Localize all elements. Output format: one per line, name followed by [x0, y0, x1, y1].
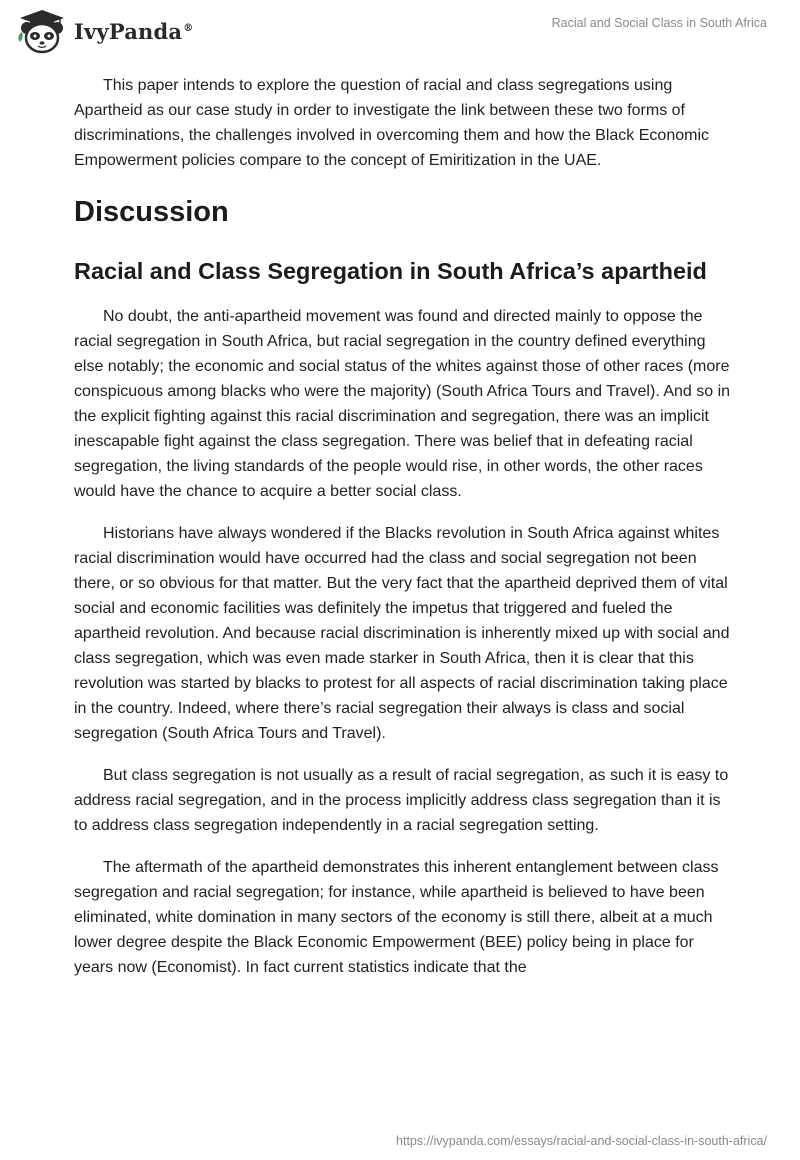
brand-text: IvyPanda: [74, 18, 183, 44]
body-paragraph: The aftermath of the apartheid demonstrates this inherent entanglement between class segregation and racial segregation; for instance, while apartheid is believed to have been eliminated, white domination in many sectors of the economy is still there, albeit at a much lower degree despite the Black Economic Empowerment (BEE) policy being in place for years now (Economist). In fact current statistics indicate that the: [74, 859, 719, 976]
body-paragraph: But class segregation is not usually as a result of racial segregation, as such it is easy to address racial segregation, and in the process implicitly address class segregation than it is to address class segregation independently in a racial segregation setting.: [74, 767, 729, 834]
running-title: Racial and Social Class in South Africa: [551, 16, 767, 30]
intro-paragraph: This paper intends to explore the question of racial and class segregations using Apartheid as our case study in order to investigate the link between these two forms of discriminations, the challenges involved in overcoming them and how the Black Economic Empowerment policies compare to the concept of Emiritization in the UAE.: [74, 77, 709, 169]
subsection-heading: Racial and Class Segregation in South Africa’s apartheid: [74, 258, 707, 284]
panda-graduate-logo-icon: [14, 8, 70, 54]
body-paragraph: No doubt, the anti-apartheid movement was found and directed mainly to oppose the racial segregation in South Africa, but racial segregation in the country defined everything else notably; the economic and social status of the whites against those of other races (more conspicuous among blacks who were the majority) (South Africa Tours and Travel). And so in the explicit fighting against this racial discrimination and segregation, there was an implicit inescapable fight against the class segregation. There was belief that in defeating racial segregation, the living standards of the people would rise, in other words, the other races would have the chance to acquire a better social class.: [74, 308, 731, 500]
brand-name: [74, 19, 193, 44]
essay-content: [74, 73, 734, 980]
registered-mark: ®: [183, 22, 194, 34]
page-header: [0, 0, 800, 62]
section-heading: Discussion: [74, 196, 229, 228]
ivypanda-logo[interactable]: [14, 8, 193, 54]
body-paragraph: Historians have always wondered if the Blacks revolution in South Africa against whites racial discrimination would have occurred had the class and social segregation not been there, or so obvious for that matter. But the very fact that the apartheid deprived them of vital social and economic facilities was definitely the impetus that triggered and fueled the apartheid revolution. And because racial discrimination is inherently mixed up with social and class segregation, which was even made starker in South Africa, then it is clear that this revolution was started by blacks to protest for all aspects of racial discrimination taking place in the country. Indeed, where there’s racial segregation their always is class and social segregation (South Africa Tours and Travel).: [74, 525, 730, 742]
source-url-link[interactable]: https://ivypanda.com/essays/racial-and-social-class-in-south-africa/: [396, 1134, 767, 1148]
